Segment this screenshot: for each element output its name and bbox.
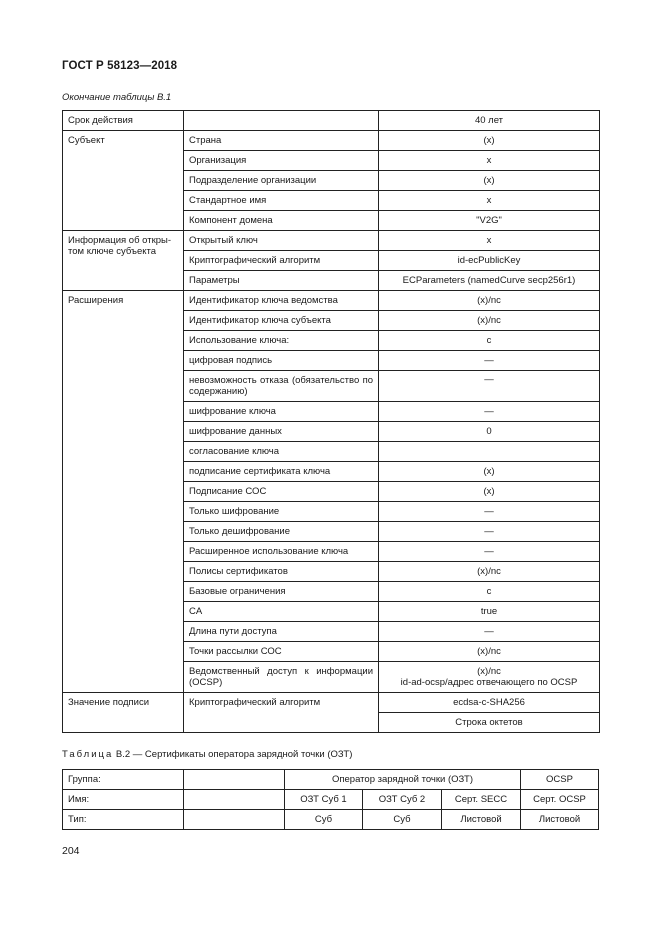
value-cell: (x)/nc [379,642,600,662]
value-cell: (x) [379,131,600,151]
group-cell: Значение подписи [63,693,184,733]
field-cell: CA [184,602,379,622]
caption-prefix: Таблица [62,749,114,760]
field-cell: Полисы сертификатов [184,562,379,582]
row-label: Группа: [63,770,184,790]
row-label: Тип: [63,810,184,830]
value-cell [379,662,600,693]
field-cell: Точки рассылки СОС [184,642,379,662]
field-cell: Только шифрование [184,502,379,522]
field-cell: Идентификатор ключа ведомства [184,291,379,311]
field-cell: Расширенное использование ключа [184,542,379,562]
field-cell: Только дешифрование [184,522,379,542]
field-cell: Открытый ключ [184,231,379,251]
value-cell: Строка октетов [379,713,600,733]
row-label: Имя: [63,790,184,810]
group-cell: Информация об откры-том ключе субъекта [63,231,184,291]
field-cell: Параметры [184,271,379,291]
table-row [63,810,599,830]
type-cell: Листовой [521,810,599,830]
name-cell: Серт. OCSP [521,790,599,810]
field-cell: Подразделение организации [184,171,379,191]
table-row [63,291,600,311]
value-cell: ECParameters (namedCurve secp256r1) [379,271,600,291]
value-cell: ecdsa-c-SHA256 [379,693,600,713]
type-cell: Листовой [442,810,521,830]
empty-cell [184,810,285,830]
standard-title: ГОСТ Р 58123—2018 [62,60,178,72]
field-cell: согласование ключа [184,442,379,462]
field-cell: шифрование ключа [184,402,379,422]
field-cell: цифровая подпись [184,351,379,371]
value-cell: (x)/nc [379,311,600,331]
field-cell: невозможность отказа (обязательство по содержанию) [184,371,379,402]
value-line: id-ad-ocsp/адрес отвечающего по OCSP [400,677,578,688]
value-line: (x)/nc [477,666,501,677]
field-cell: Длина пути доступа [184,622,379,642]
table-row [63,693,600,713]
field-cell: Подписание СОС [184,482,379,502]
empty-cell [184,770,285,790]
value-cell: c [379,331,600,351]
type-cell: Суб [285,810,363,830]
value-cell: x [379,191,600,211]
empty-cell [184,790,285,810]
value-cell: — [379,622,600,642]
value-cell: — [379,502,600,522]
table-row [63,231,600,251]
field-cell: Криптографический алгоритм [184,693,379,733]
value-cell: — [379,542,600,562]
field-cell: шифрование данных [184,422,379,442]
name-cell: ОЗТ Суб 1 [285,790,363,810]
value-cell: — [379,371,600,402]
table-continuation-caption: Окончание таблицы В.1 [62,92,172,103]
name-cell: Серт. SECC [442,790,521,810]
value-cell: id-ecPublicKey [379,251,600,271]
ozt-certificates-table [62,769,599,830]
certificate-fields-table [62,110,600,733]
field-cell [184,111,379,131]
field-cell: Использование ключа: [184,331,379,351]
caption-text: В.2 — Сертификаты оператора зарядной точки (ОЗТ) [113,749,353,760]
field-cell: Базовые ограничения [184,582,379,602]
field-cell: Страна [184,131,379,151]
group-cell: Срок действия [63,111,184,131]
type-cell: Суб [363,810,442,830]
name-cell: ОЗТ Суб 2 [363,790,442,810]
field-cell: Организация [184,151,379,171]
field-cell: Компонент домена [184,211,379,231]
field-cell: Криптографический алгоритм [184,251,379,271]
group-cell: Расширения [63,291,184,693]
table-row [63,131,600,151]
value-cell: 40 лет [379,111,600,131]
group-cell: Субъект [63,131,184,231]
value-cell: — [379,402,600,422]
value-cell: c [379,582,600,602]
page-number: 204 [62,845,80,857]
value-cell: x [379,231,600,251]
field-cell: подписание сертификата ключа [184,462,379,482]
table-caption [62,749,352,760]
value-cell: 0 [379,422,600,442]
value-cell: x [379,151,600,171]
value-cell: true [379,602,600,622]
value-cell: (x)/nc [379,562,600,582]
value-cell: (x) [379,171,600,191]
value-cell [379,442,600,462]
field-cell: Ведомственный доступ к информации (OCSP) [184,662,379,693]
table-row [63,111,600,131]
value-cell: "V2G" [379,211,600,231]
field-cell: Идентификатор ключа субъекта [184,311,379,331]
table-row [63,770,599,790]
group-ocsp-cell: OCSP [521,770,599,790]
value-cell: — [379,522,600,542]
field-cell: Стандартное имя [184,191,379,211]
group-ozt-cell: Оператор зарядной точки (ОЗТ) [285,770,521,790]
table-row [63,790,599,810]
value-cell: (x)/nc [379,291,600,311]
value-cell: (x) [379,462,600,482]
value-cell: (x) [379,482,600,502]
value-cell: — [379,351,600,371]
